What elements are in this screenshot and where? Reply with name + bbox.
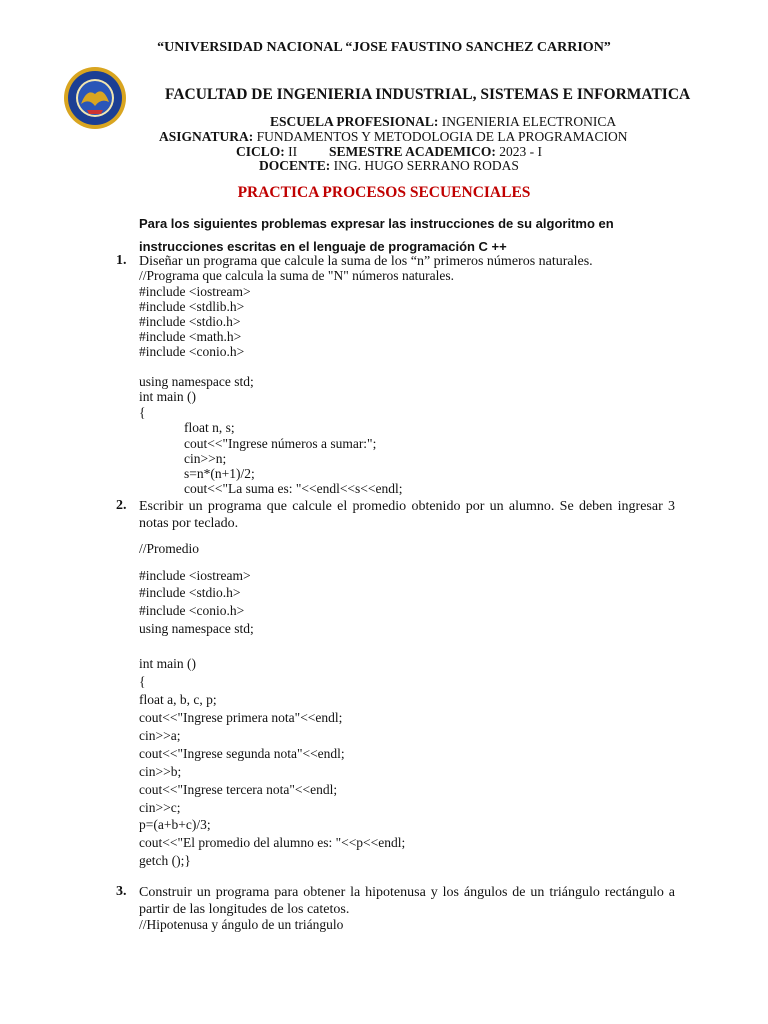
code-line: #include <conio.h> bbox=[139, 603, 245, 618]
code-line: { bbox=[139, 674, 146, 689]
problem-3-text: Construir un programa para obtener la hipotenusa y los ángulos de un triángulo rectángulo a partir de las longitudes de los catetos. bbox=[139, 885, 675, 917]
code-line: cout<<"Ingrese segunda nota"<<endl; bbox=[139, 746, 345, 761]
school-line bbox=[270, 114, 616, 130]
code-line: cout<<"La suma es: "<<endl<<s<<endl; bbox=[184, 481, 403, 496]
code-line: cin>>a; bbox=[139, 728, 181, 743]
problem-2-text: Escribir un programa que calcule el promedio obtenido por un alumno. Se deben ingresar 3 notas por teclado. bbox=[139, 499, 675, 531]
code-line: float n, s; bbox=[184, 420, 235, 435]
code-line: #include <iostream> bbox=[139, 568, 251, 583]
code-line: #include <iostream> bbox=[139, 284, 251, 299]
problem-3-number: 3. bbox=[116, 884, 127, 899]
instructions: Para los siguientes problemas expresar las instrucciones de su algoritmo en instrucciones escritas en el lenguaje de programación C ++ bbox=[139, 216, 614, 254]
code-line: s=n*(n+1)/2; bbox=[184, 466, 255, 481]
problem-2-number: 2. bbox=[116, 498, 127, 513]
university-name: “UNIVERSIDAD NACIONAL “JOSE FAUSTINO SANCHEZ CARRION” bbox=[157, 40, 611, 55]
code-line: cout<<"El promedio del alumno es: "<<p<<endl; bbox=[139, 835, 406, 850]
cycle-label: CICLO: bbox=[236, 144, 285, 159]
faculty-name: FACULTAD DE INGENIERIA INDUSTRIAL, SISTEMAS E INFORMATICA bbox=[165, 86, 691, 103]
code-line: cout<<"Ingrese primera nota"<<endl; bbox=[139, 710, 343, 725]
subject-label: ASIGNATURA: bbox=[159, 129, 254, 144]
code-line: int main () bbox=[139, 656, 196, 671]
semester-value: 2023 - I bbox=[499, 144, 543, 159]
problem-1-number: 1. bbox=[116, 253, 127, 268]
code-line: cout<<"Ingrese números a sumar:"; bbox=[184, 436, 377, 451]
code-line: #include <math.h> bbox=[139, 329, 242, 344]
university-seal-logo bbox=[63, 66, 127, 130]
teacher-value: ING. HUGO SERRANO RODAS bbox=[333, 158, 519, 173]
code-line: cin>>n; bbox=[184, 451, 227, 466]
teacher-line bbox=[259, 158, 519, 174]
practice-title: PRACTICA PROCESOS SECUENCIALES bbox=[237, 184, 531, 201]
code-line: p=(a+b+c)/3; bbox=[139, 817, 211, 832]
subject-value: FUNDAMENTOS Y METODOLOGIA DE LA PROGRAMACION bbox=[256, 129, 628, 144]
cycle-value: II bbox=[288, 144, 298, 159]
code-line: #include <stdio.h> bbox=[139, 585, 241, 600]
school-value: INGENIERIA ELECTRONICA bbox=[441, 114, 617, 129]
code-line: #include <conio.h> bbox=[139, 344, 245, 359]
code-line: #include <stdlib.h> bbox=[139, 299, 245, 314]
subject-line bbox=[159, 129, 628, 145]
code-line: using namespace std; bbox=[139, 621, 254, 636]
semester-label: SEMESTRE ACADEMICO: bbox=[329, 144, 496, 159]
code-line: #include <stdio.h> bbox=[139, 314, 241, 329]
code-line: //Hipotenusa y ángulo de un triángulo bbox=[139, 917, 344, 932]
code-line: using namespace std; bbox=[139, 374, 254, 389]
school-label: ESCUELA PROFESIONAL: bbox=[270, 114, 439, 129]
teacher-label: DOCENTE: bbox=[259, 158, 331, 173]
code-line: //Promedio bbox=[139, 541, 199, 556]
code-line: { bbox=[139, 405, 146, 420]
code-line: cin>>b; bbox=[139, 764, 182, 779]
code-line: cin>>c; bbox=[139, 800, 181, 815]
code-line: int main () bbox=[139, 389, 196, 404]
code-line: float a, b, c, p; bbox=[139, 692, 217, 707]
code-line: getch ();} bbox=[139, 853, 191, 868]
code-line: cout<<"Ingrese tercera nota"<<endl; bbox=[139, 782, 338, 797]
problem-1-text: Diseñar un programa que calcule la suma de los “n” primeros números naturales. bbox=[139, 254, 593, 269]
code-line: //Programa que calcula la suma de "N" números naturales. bbox=[139, 268, 455, 283]
